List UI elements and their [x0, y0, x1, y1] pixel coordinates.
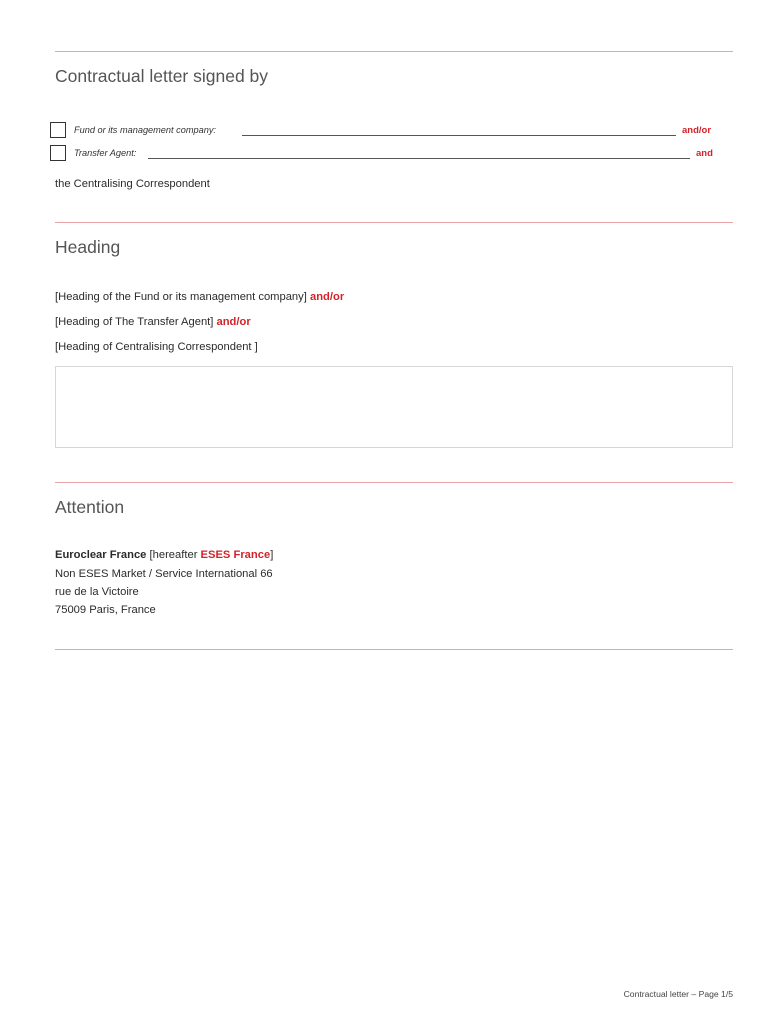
- org-name: Euroclear France: [55, 549, 147, 561]
- page-footer: Contractual letter – Page 1/5: [623, 989, 733, 999]
- transfer-agent-conjunction: and: [696, 148, 713, 159]
- heading-line-fund: [55, 291, 344, 303]
- transfer-agent-option-row: [50, 145, 718, 163]
- heading-line-correspondent: [55, 341, 258, 353]
- fund-option-row: [50, 122, 718, 140]
- fund-checkbox[interactable]: [50, 122, 66, 138]
- heading-input-box[interactable]: [55, 366, 733, 448]
- fund-option-label: Fund or its management company:: [74, 125, 216, 135]
- fund-conjunction: and/or: [682, 125, 712, 136]
- heading-line-conjunction: and/or: [309, 291, 345, 303]
- transfer-agent-checkbox[interactable]: [50, 145, 66, 161]
- heading-line-text: [Heading of The Transfer Agent]: [55, 316, 214, 328]
- section-divider: [55, 51, 733, 52]
- heading-line-text: [Heading of the Fund or its management company]: [55, 291, 307, 303]
- signed-by-title: Contractual letter signed by: [55, 66, 269, 86]
- hereafter-prefix: [hereafter: [149, 549, 201, 561]
- transfer-agent-option-label: Transfer Agent:: [74, 148, 137, 158]
- centralising-correspondent-text: the Centralising Correspondent: [55, 178, 210, 190]
- hereafter-name: ESES France: [200, 549, 271, 561]
- fund-fill-line[interactable]: [242, 135, 676, 136]
- address-line: rue de la Victoire: [55, 586, 139, 598]
- address-line: 75009 Paris, France: [55, 604, 156, 616]
- section-divider: [55, 649, 733, 650]
- heading-line-conjunction: and/or: [216, 316, 251, 328]
- attention-org-line: [55, 549, 273, 561]
- heading-line-transfer-agent: [55, 316, 251, 328]
- section-divider: [55, 222, 733, 223]
- address-line: Non ESES Market / Service International 66: [55, 568, 273, 580]
- hereafter-suffix: ]: [270, 549, 274, 561]
- transfer-agent-fill-line[interactable]: [148, 158, 690, 159]
- heading-title: Heading: [55, 237, 121, 257]
- heading-line-text: [Heading of Centralising Correspondent ]: [55, 341, 258, 353]
- attention-title: Attention: [55, 497, 125, 517]
- section-divider: [55, 482, 733, 483]
